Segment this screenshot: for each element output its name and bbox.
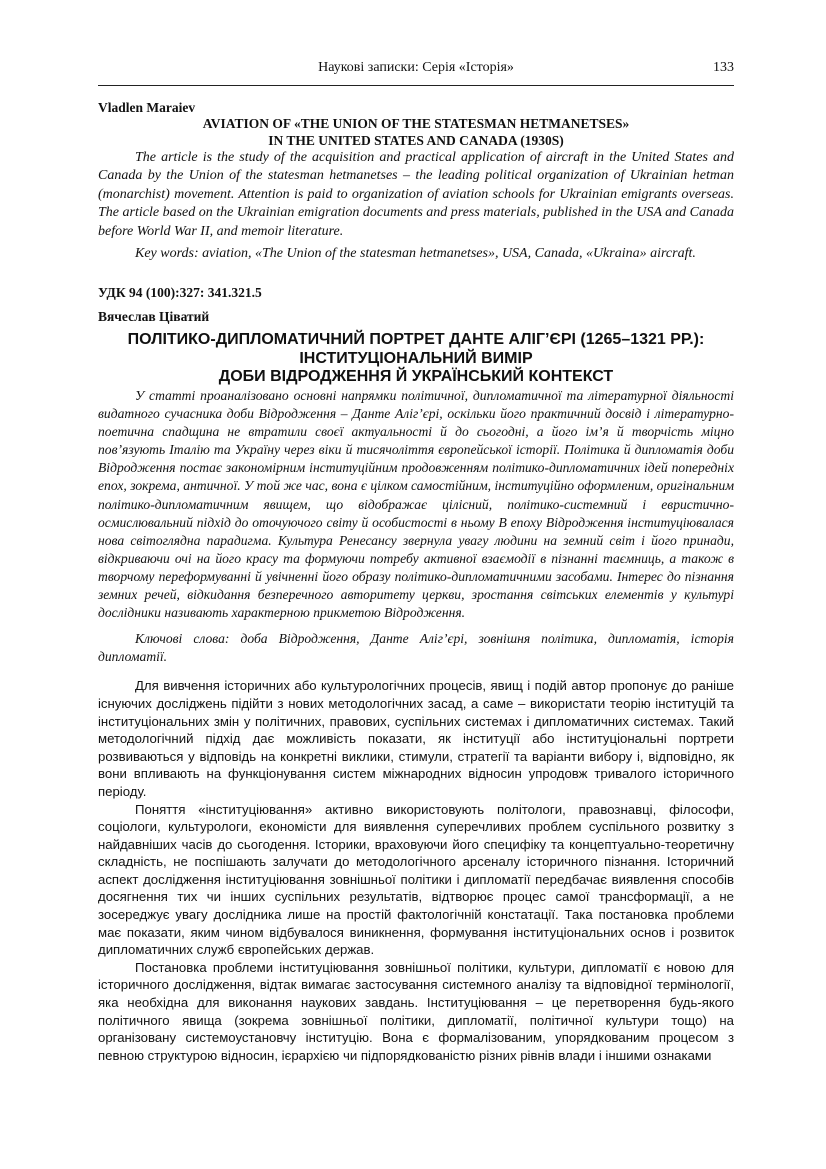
body-paragraph-1: Для вивчення історичних або культурологічних процесів, явищ і подій автор пропонує до раніше існуючих досліджень підійти з нових методологічних засад, а саме – використати теорію інституцій та інституціональних змін у політичних, правових, суспільних системах і дипломатичних системах. Такий методологічний підхід дає можливість показати, як інституції або інституціональні портрети розвиваються у відповідь на конкретні виклики, стимули, стратегії та варіанти вибору і, відповідно, як вони впливають на функціонування систем міжнародних відносин упродовж тривалого історичного періоду.: [98, 678, 734, 799]
ukrainian-abstract: У статті проаналізовано основні напрямки політичної, дипломатичної та літературної діяльності видатного сучасника доби Відродження – Данте Аліг’єрі, оскільки його практичний досвід і літературно-поетична спадщина не втратили своєї актуальності й до сьогодні, а його ім’я й творчість міцно пов’язують Італію та Україну через віки й тисячоліття європейської історії. Політика й дипломатія доби Відродження постає закономірним інституційним продовженням політико-дипломатичних ідей попередніх епох, зокрема, античної. У той же час, вона є цілком самостійним, інституційно оформленим, оригінальним політико-дипломатичним явищем, що відображає цілісний, політико-системний і евристично-осмислювальний підхід до оточуючого світу й особистості в ньому В епоху Відродження інституціювалася нова світоглядна парадигма. Культура Ренесансу звернула увагу людини на земний світ і його принади, відкриваючи очі на його красу та формуючи потребу активної взаємодії в пізнанні таємниць, а також в творчому переформуванні й увічненні його образу політико-дипломатичними засобами. Інтерес до пізнання земних речей, відкидання безперечного авторитету церкви, зростання світських елементів у культурі дослідники називають характерною прикметою Відродження.: [98, 387, 734, 621]
body-paragraph-2: Поняття «інституціювання» активно використовують політологи, правознавці, філософи, соціологи, культурологи, економісти для виявлення суперечливих проблем суспільного розвитку з найдавніших часів до сьогодення. Історики, враховуючи його специфіку та концептуально-теоретичну складність, не поспішають залучати до методологічного арсеналу історичного пізнання. Історичний аспект дослідження інституціювання зовнішньої політики і дипломатії передбачає виявлення способів досягнення тих чи інших суспільних результатів, відтворює процес самої трансформації, а не зосереджує увагу дослідника лише на простій фактологічній констатації. Така постановка проблеми має показати, яким чином відбувалося виникнення, формування інституціональних основ і розвиток дипломатичних служб європейських держав.: [98, 801, 734, 958]
ukrainian-title: [98, 331, 734, 387]
english-abstract: The article is the study of the acquisition and practical application of aircraft in the United States and Canada by the Union of the statesman hetmanetses – the leading political organization of Ukrainian hetman (monarchist) movement. Attention is paid to organization of aviation schools for Ukrainian emigrants overseas. The article based on the Ukrainian emigration documents and press materials, published in the USA and Canada before World War II, and memoir literature.: [98, 150, 734, 239]
body-paragraph-3: Постановка проблеми інституціювання зовнішньої політики, культури, дипломатії є новою для історичного дослідження, відтак вимагає застосування системного аналізу та відповідної термінології, яка необхідна для виконання наукових завдань. Інституціювання – це перетворення будь-якого політичного явища (зокрема зовнішньої політики, дипломатії, політичної культури тощо) на організовану системоустановчу інституцію. Вона є формалізованим, упорядкованим процесом з певною структурою відносин, ієрархією чи підпорядкованістю різних рівнів влади і іншими ознаками: [98, 959, 734, 1063]
page-number: 133: [713, 60, 734, 75]
english-author: Vladlen Maraiev: [98, 100, 196, 115]
english-title: [98, 116, 734, 149]
running-header: [98, 58, 734, 82]
english-title-line-2: IN THE UNITED STATES AND CANADA (1930S): [268, 132, 564, 148]
document-page: [98, 58, 734, 1064]
header-rule: [98, 85, 734, 86]
english-keywords: Key words: aviation, «The Union of the statesman hetmanetses», USA, Canada, «Ukraina» aircraft.: [135, 246, 696, 262]
ukrainian-title-line-2: ІНСТИТУЦІОНАЛЬНИЙ ВИМІР: [299, 349, 533, 367]
journal-title: Наукові записки: Серія «Історія»: [318, 60, 514, 75]
ukrainian-title-line-3: ДОБИ ВІДРОДЖЕННЯ Й УКРАЇНСЬКИЙ КОНТЕКСТ: [218, 368, 614, 386]
ukrainian-keywords: Ключові слова: доба Відродження, Данте Аліг’єрі, зовнішня політика, дипломатія, історія дипломатії.: [98, 631, 734, 665]
ukrainian-author: Вячеслав Ціватий: [98, 309, 210, 325]
ukrainian-title-line-1: ПОЛІТИКО-ДИПЛОМАТИЧНИЙ ПОРТРЕТ ДАНТЕ АЛІГ’ЄРІ (1265–1321 РР.):: [127, 331, 705, 349]
english-title-line-1: AVIATION OF «THE UNION OF THE STATESMAN HETMANETSES»: [202, 116, 630, 131]
udk-code: УДК 94 (100):327: 341.321.5: [98, 285, 262, 301]
